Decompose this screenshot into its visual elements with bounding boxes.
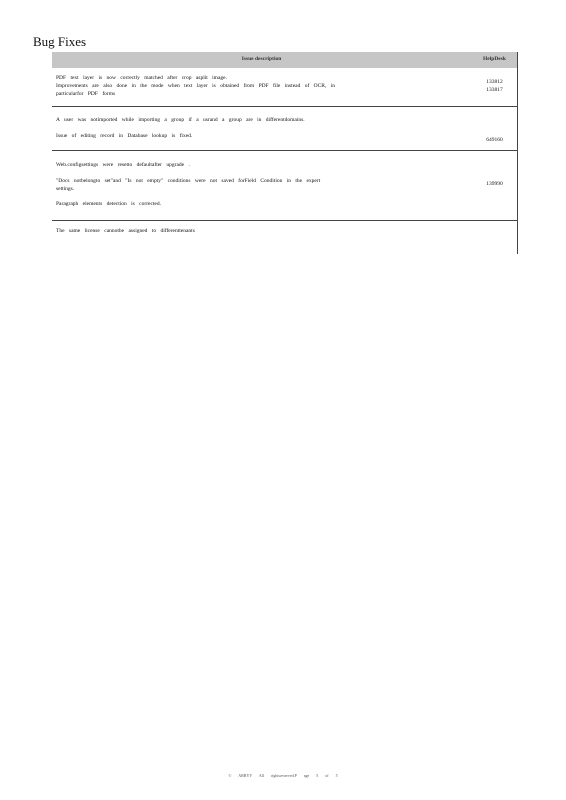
column-header-helpdesk: HelpDesk bbox=[471, 52, 518, 68]
table-right-border bbox=[517, 52, 518, 254]
table-row bbox=[52, 68, 518, 106]
issue-text-line: Improvements are also done in the mode when text layer is obtained from PDF file instead of OCR, in bbox=[56, 83, 335, 90]
helpdesk-cell bbox=[471, 220, 518, 242]
helpdesk-ticket-number: 133812 bbox=[486, 78, 503, 85]
helpdesk-cell bbox=[471, 150, 518, 220]
page-footer: © ABBYY All rightsreserved.P age 5 of 5 bbox=[228, 773, 338, 778]
helpdesk-cell bbox=[471, 68, 518, 106]
issue-description-cell bbox=[52, 220, 471, 242]
table-row bbox=[52, 106, 518, 150]
issue-text-line: A user was notimported while importing a group if a usrand a group are in differentdomains. bbox=[56, 116, 305, 123]
issue-text-line: The same license cannotbe assigned to differenttenants bbox=[56, 227, 195, 234]
issue-paragraph bbox=[56, 228, 467, 236]
issue-text-line: settings. bbox=[56, 185, 75, 192]
column-header-issue-description: Issue description bbox=[52, 52, 471, 68]
issue-description-cell bbox=[52, 150, 471, 220]
issue-description-cell bbox=[52, 106, 471, 150]
helpdesk-ticket-number: 139990 bbox=[486, 181, 503, 188]
bug-fixes-table bbox=[52, 52, 518, 242]
issue-paragraph bbox=[56, 133, 467, 141]
issue-paragraph bbox=[56, 201, 467, 209]
issue-text-line: Web.configsettings were resetto defaultafter upgrade . bbox=[56, 161, 190, 168]
table-row bbox=[52, 150, 518, 220]
issue-description-cell bbox=[52, 68, 471, 106]
helpdesk-ticket-number: 133817 bbox=[486, 86, 503, 93]
section-title: Bug Fixes bbox=[33, 34, 87, 49]
table-header-row bbox=[52, 52, 518, 68]
issue-paragraph bbox=[56, 162, 467, 170]
issue-paragraph bbox=[56, 75, 467, 99]
issue-text-line: "Docs notbelongto set"and "Is not empty" conditions were not saved forField Condition in the expert bbox=[56, 177, 321, 184]
issue-paragraph bbox=[56, 117, 467, 125]
issue-paragraph bbox=[56, 178, 467, 194]
issue-text-line: Paragraph elements detection is corrected. bbox=[56, 201, 162, 208]
helpdesk-ticket-number: 649160 bbox=[486, 136, 503, 143]
helpdesk-cell bbox=[471, 106, 518, 150]
table-row bbox=[52, 220, 518, 242]
issue-text-line: PDF text layer is now correctly matched after crop asplit image. bbox=[56, 75, 227, 82]
issue-text-line: Issue of editing record in Database lookup is fixed. bbox=[56, 132, 193, 139]
issue-text-line: particularfor PDF forms bbox=[56, 91, 116, 98]
